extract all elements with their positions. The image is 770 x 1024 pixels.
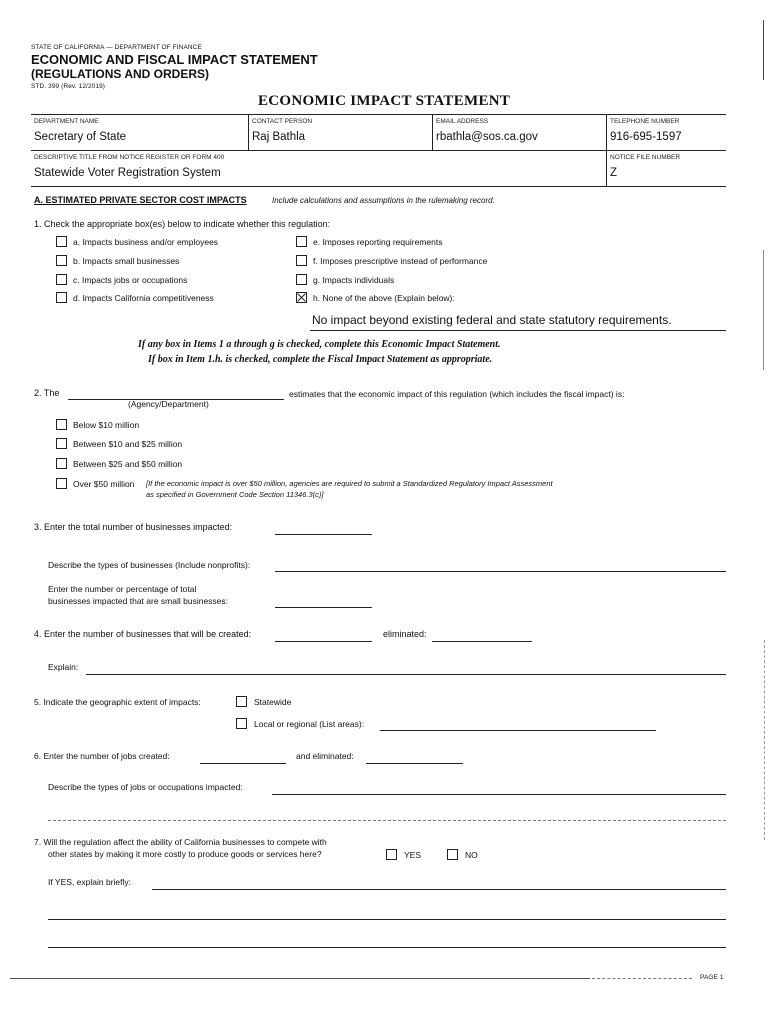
q5-checkbox-local[interactable] — [236, 718, 247, 729]
q2-suffix: estimates that the economic impact of this regulation (which includes the fiscal impact) is: — [289, 389, 625, 399]
q3-describe-input[interactable] — [275, 571, 726, 572]
q1-label-b: b. Impacts small businesses — [73, 256, 180, 266]
page-number: PAGE 1 — [700, 974, 724, 981]
q2-option-over-50: Over $50 million — [73, 479, 135, 489]
department-value[interactable]: Secretary of State — [34, 131, 127, 143]
q5-local-input[interactable] — [380, 730, 656, 731]
q2-checkbox-25-50[interactable] — [56, 458, 67, 469]
email-value[interactable]: rbathla@sos.ca.gov — [436, 131, 538, 143]
q4-created-input[interactable] — [275, 641, 372, 642]
section-a-note: Include calculations and assumptions in the rulemaking record. — [272, 196, 495, 205]
form-title: ECONOMIC AND FISCAL IMPACT STATEMENT — [31, 52, 318, 67]
q3-total-input[interactable] — [275, 534, 372, 535]
q2-checkbox-over-50[interactable] — [56, 478, 67, 489]
q1-explanation[interactable]: No impact beyond existing federal and state statutory requirements. — [312, 313, 672, 327]
q7-no-label: NO — [465, 850, 478, 860]
section-a-title: A. ESTIMATED PRIVATE SECTOR COST IMPACTS — [34, 195, 247, 205]
q1-instruction-2: If box in Item 1.h. is checked, complete the Fiscal Impact Statement as appropriate. — [148, 354, 493, 365]
q3-describe: Describe the types of businesses (Include nonprofits): — [48, 560, 251, 570]
form-subtitle: (REGULATIONS AND ORDERS) — [31, 67, 209, 81]
q7-line-1: 7. Will the regulation affect the ability of California businesses to compete with — [34, 837, 327, 847]
q3-prompt: 3. Enter the total number of businesses impacted: — [34, 522, 233, 532]
q6-describe-input[interactable] — [272, 794, 726, 795]
q3-small-input[interactable] — [275, 607, 372, 608]
q7-explain-label: If YES, explain briefly: — [48, 877, 131, 887]
q2-option-10-25: Between $10 and $25 million — [73, 439, 183, 449]
q6-prompt: 6. Enter the number of jobs created: — [34, 751, 170, 761]
q1-checkbox-f[interactable] — [296, 255, 307, 266]
contact-value[interactable]: Raj Bathla — [252, 131, 306, 143]
q1-checkbox-e[interactable] — [296, 236, 307, 247]
form-id: STD. 399 (Rev. 12/2019) — [31, 83, 106, 90]
q7-checkbox-no[interactable] — [447, 849, 458, 860]
q1-checkbox-h[interactable] — [296, 292, 307, 303]
q7-explain-input-3[interactable] — [48, 947, 726, 948]
q7-line-2: other states by making it more costly to produce goods or services here? — [48, 849, 322, 859]
q1-checkbox-d[interactable] — [56, 292, 67, 303]
section-heading: ECONOMIC IMPACT STATEMENT — [258, 93, 511, 109]
desc-label: DESCRIPTIVE TITLE FROM NOTICE REGISTER OR FORM 400 — [34, 154, 225, 161]
q2-option-below-10: Below $10 million — [73, 420, 140, 430]
phone-value[interactable]: 916-695-1597 — [610, 131, 682, 143]
q2-agency-caption: (Agency/Department) — [128, 399, 209, 409]
q6-created-input[interactable] — [200, 763, 286, 764]
contact-label: CONTACT PERSON — [252, 118, 313, 125]
phone-label: TELEPHONE NUMBER — [610, 118, 680, 125]
q2-option-25-50: Between $25 and $50 million — [73, 459, 183, 469]
email-label: EMAIL ADDRESS — [436, 118, 489, 125]
q2-checkbox-below-10[interactable] — [56, 419, 67, 430]
q7-checkbox-yes[interactable] — [386, 849, 397, 860]
q1-prompt: 1. Check the appropriate box(es) below to indicate whether this regulation: — [34, 219, 331, 229]
q3-small-2: businesses impacted that are small businesses: — [48, 596, 229, 606]
notice-label: NOTICE FILE NUMBER — [610, 154, 681, 161]
department-label: DEPARTMENT NAME — [34, 118, 99, 125]
q2-checkbox-10-25[interactable] — [56, 438, 67, 449]
q6-eliminated-label: and eliminated: — [296, 751, 354, 761]
q1-instruction-1: If any box in Items 1 a through g is checked, complete this Economic Impact Statement. — [138, 339, 501, 350]
q5-prompt: 5. Indicate the geographic extent of impacts: — [34, 697, 201, 707]
notice-value[interactable]: Z — [610, 167, 618, 179]
q1-label-e: e. Imposes reporting requirements — [313, 237, 443, 247]
agency-line: STATE OF CALIFORNIA — DEPARTMENT OF FINANCE — [31, 44, 202, 51]
desc-value[interactable]: Statewide Voter Registration System — [34, 167, 221, 179]
q2-over-note-1: [If the economic impact is over $50 million, agencies are required to submit a Standardized Regulatory Impact Assessment — [146, 479, 553, 488]
q1-checkbox-c[interactable] — [56, 274, 67, 285]
q1-label-c: c. Impacts jobs or occupations — [73, 275, 188, 285]
q1-label-h: h. None of the above (Explain below): — [313, 293, 455, 303]
q5-statewide-label: Statewide — [254, 697, 292, 707]
q7-explain-input-2[interactable] — [48, 919, 726, 920]
q1-label-g: g. Impacts individuals — [313, 275, 395, 285]
q3-small-1: Enter the number or percentage of total — [48, 584, 197, 594]
q1-checkbox-g[interactable] — [296, 274, 307, 285]
q4-prompt: 4. Enter the number of businesses that will be created: — [34, 629, 252, 639]
q7-explain-input-1[interactable] — [152, 889, 726, 890]
q7-yes-label: YES — [404, 850, 422, 860]
q1-checkbox-b[interactable] — [56, 255, 67, 266]
q1-label-d: d. Impacts California competitiveness — [73, 293, 214, 303]
q6-describe: Describe the types of jobs or occupations impacted: — [48, 782, 243, 792]
q4-explain-label: Explain: — [48, 662, 79, 672]
q4-eliminated-input[interactable] — [432, 641, 532, 642]
q6-eliminated-input[interactable] — [366, 763, 463, 764]
q4-explain-input[interactable] — [86, 674, 726, 675]
q5-checkbox-statewide[interactable] — [236, 696, 247, 707]
q4-eliminated-label: eliminated: — [383, 629, 427, 639]
q2-over-note-2: as specified in Government Code Section 11346.3(c)] — [146, 490, 324, 499]
q1-checkbox-a[interactable] — [56, 236, 67, 247]
q1-label-a: a. Impacts business and/or employees — [73, 237, 219, 247]
q2-prefix: 2. The — [34, 388, 60, 398]
q5-local-label: Local or regional (List areas): — [254, 719, 365, 729]
q1-label-f: f. Imposes prescriptive instead of performance — [313, 256, 488, 266]
